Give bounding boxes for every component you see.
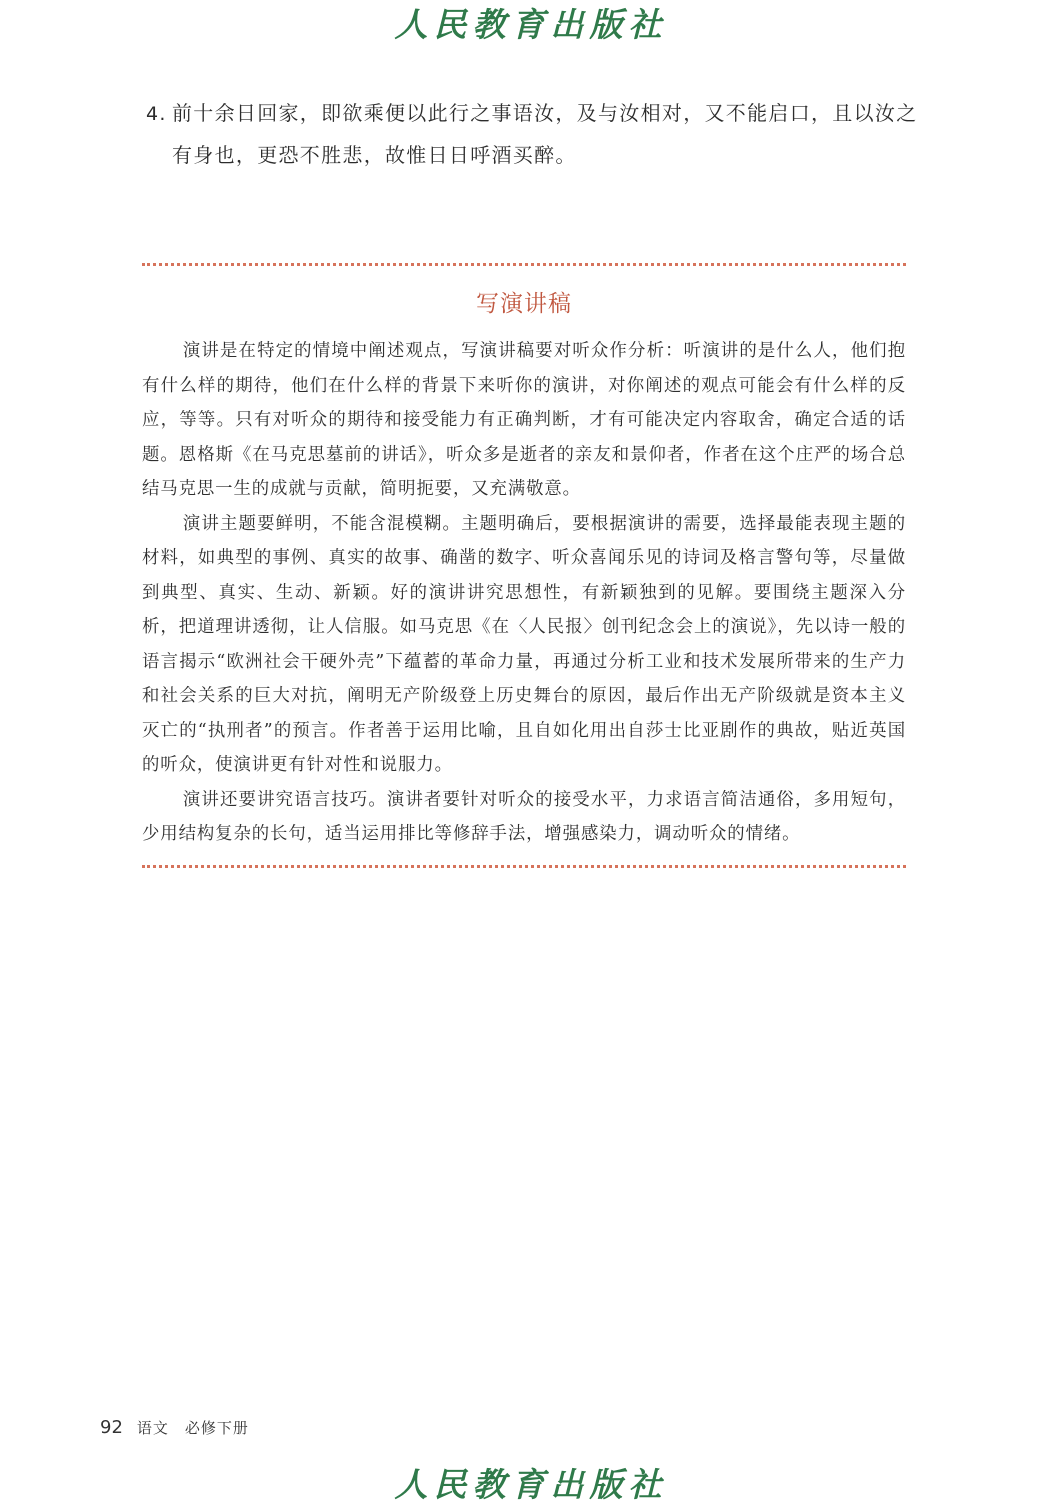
section-bottom-divider — [142, 865, 906, 868]
section-paragraph-1: 演讲是在特定的情境中阐述观点，写演讲稿要对听众作分析：听演讲的是什么人，他们抱有什么样的期待，他们在什么样的背景下来听你的演讲，对你阐述的观点可能会有什么样的反应，等等。只有对听众的期待和接受能力有正确判断，才有可能决定内容取舍，确定合适的话题。恩格斯《在马克思墓前的讲话》，听众多是逝者的亲友和景仰者，作者在这个庄严的场合总结马克思一生的成就与贡献，简明扼要，又充满敬意。 — [142, 341, 906, 499]
exercise-item-number: 4. — [146, 103, 167, 125]
section-body — [142, 334, 906, 852]
section-title: 写演讲稿 — [476, 291, 572, 317]
exercise-item-line-1: 前十余日回家，即欲乘便以此行之事语汝，及与汝相对，又不能启口，且以汝之 — [172, 101, 918, 125]
publisher-logo-bottom: 人民教育出版社 — [394, 1464, 668, 1504]
exercise-item-line-2: 有身也，更恐不胜悲，故惟日日呼酒买醉。 — [172, 143, 577, 167]
exercise-item-4 — [146, 93, 956, 176]
section-paragraph-2: 演讲主题要鲜明，不能含混模糊。主题明确后，要根据演讲的需要，选择最能表现主题的材料，如典型的事例、真实的故事、确凿的数字、听众喜闻乐见的诗词及格言警句等，尽量做到典型、真实、生动、新颖。好的演讲讲究思想性，有新颖独到的见解。要围绕主题深入分析，把道理讲透彻，让人信服。如马克思《在〈人民报〉创刊纪念会上的演说》，先以诗一般的语言揭示“欧洲社会干硬外壳”下蕴蓄的革命力量，再通过分析工业和技术发展所带来的生产力和社会关系的巨大对抗，阐明无产阶级登上历史舞台的原因，最后作出无产阶级就是资本主义灭亡的“执刑者”的预言。作者善于运用比喻，且自如化用出自莎士比亚剧作的典故，贴近英国的听众，使演讲更有针对性和说服力。 — [142, 513, 906, 775]
page-footer — [100, 1417, 249, 1438]
book-title: 语文 必修下册 — [136, 1419, 249, 1437]
publisher-logo-top: 人民教育出版社 — [394, 4, 668, 44]
section-paragraph-3: 演讲还要讲究语言技巧。演讲者要针对听众的接受水平，力求语言简洁通俗，多用短句，少用结构复杂的长句，适当运用排比等修辞手法，增强感染力，调动听众的情绪。 — [142, 789, 906, 844]
page-number: 92 — [100, 1417, 123, 1438]
section-top-divider — [142, 263, 906, 266]
